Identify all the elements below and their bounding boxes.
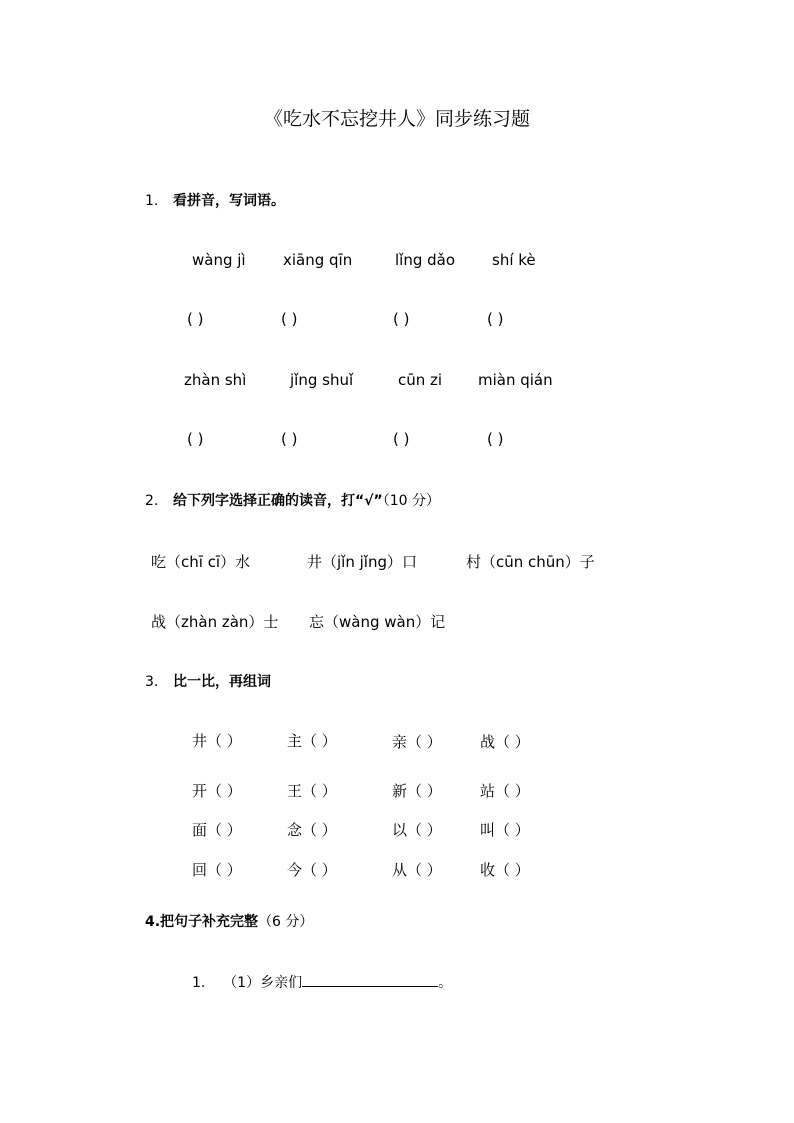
word-group-blank[interactable]: 主（ ）: [287, 732, 337, 750]
pinyin-2: xiāng qīn: [283, 251, 353, 269]
question-4-score: （6 分）: [258, 914, 314, 930]
question-2-heading: [145, 490, 440, 510]
sentence-item-end: 。: [438, 975, 453, 991]
pinyin-6: jǐng shuǐ: [290, 371, 354, 389]
reading-choice[interactable]: 战（zhàn zàn）士: [151, 613, 279, 631]
answer-blank[interactable]: ( ): [281, 430, 298, 448]
answer-blank[interactable]: ( ): [187, 310, 204, 328]
word-group-blank[interactable]: 战（ ）: [480, 733, 530, 751]
pinyin-5: zhàn shì: [184, 371, 247, 389]
question-3-heading: [145, 671, 271, 691]
question-3-number: 3.: [145, 674, 159, 690]
question-1-text: 看拼音，写词语。: [172, 193, 285, 209]
word-group-blank[interactable]: 叫（ ）: [480, 821, 530, 839]
word-group-blank[interactable]: 念（ ）: [287, 821, 337, 839]
question-4-heading: [145, 911, 313, 931]
reading-choice[interactable]: 吃（chī cī）水: [151, 553, 251, 571]
question-1-number: 1.: [145, 193, 159, 209]
pinyin-1: wàng jì: [192, 251, 246, 269]
question-2-number: 2.: [145, 493, 159, 509]
word-group-blank[interactable]: 回（ ）: [192, 861, 242, 879]
pinyin-8: miàn qián: [478, 371, 553, 389]
reading-choice[interactable]: 井（jǐn jǐng）口: [307, 553, 417, 571]
word-group-blank[interactable]: 收（ ）: [480, 861, 530, 879]
question-2-score: （10 分）: [382, 493, 440, 509]
word-group-blank[interactable]: 亲（ ）: [392, 733, 442, 751]
sentence-item: [192, 972, 452, 992]
word-group-blank[interactable]: 开（ ）: [192, 782, 242, 800]
word-group-blank[interactable]: 面（ ）: [192, 821, 242, 839]
pinyin-4: shí kè: [492, 251, 536, 269]
question-3-text: 比一比，再组词: [172, 674, 271, 690]
sentence-item-number: 1.: [192, 975, 206, 991]
question-1-heading: [145, 190, 285, 210]
question-2-text: 给下列字选择正确的读音，打“√”: [172, 493, 383, 509]
word-group-blank[interactable]: 今（ ）: [287, 861, 337, 879]
answer-blank[interactable]: ( ): [487, 430, 504, 448]
page-title: 《吃水不忘挖井人》同步练习题: [263, 108, 530, 130]
pinyin-3: lǐng dǎo: [395, 251, 456, 269]
word-group-blank[interactable]: 王（ ）: [287, 782, 337, 800]
answer-blank[interactable]: ( ): [393, 430, 410, 448]
word-group-blank[interactable]: 站（ ）: [480, 782, 530, 800]
answer-blank[interactable]: ( ): [487, 310, 504, 328]
word-group-blank[interactable]: 新（ ）: [392, 782, 442, 800]
answer-blank[interactable]: ( ): [393, 310, 410, 328]
word-group-blank[interactable]: 井（ ）: [192, 732, 242, 750]
pinyin-7: cūn zi: [398, 371, 443, 389]
reading-choice[interactable]: 忘（wàng wàn）记: [309, 613, 446, 631]
answer-blank[interactable]: ( ): [187, 430, 204, 448]
answer-blank[interactable]: ( ): [281, 310, 298, 328]
sentence-answer-line[interactable]: [302, 972, 438, 987]
reading-choice[interactable]: 村（cūn chūn）子: [466, 553, 595, 571]
word-group-blank[interactable]: 从（ ）: [392, 861, 442, 879]
sentence-item-text: （1）乡亲们: [223, 975, 303, 991]
word-group-blank[interactable]: 以（ ）: [392, 821, 442, 839]
question-4-text: 4.把句子补充完整: [145, 914, 259, 930]
